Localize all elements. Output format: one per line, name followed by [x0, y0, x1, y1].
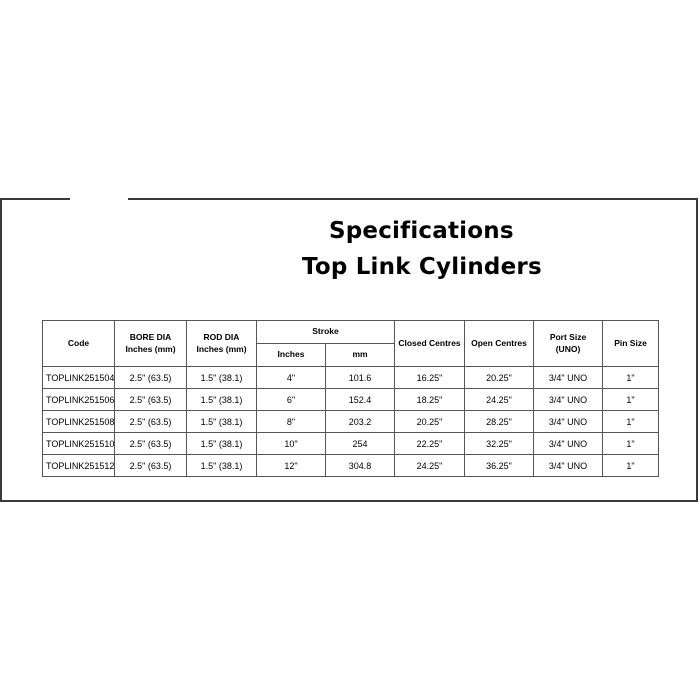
cell-stroke-mm: 152.4	[326, 389, 395, 411]
cell-stroke-inches: 10"	[257, 433, 326, 455]
cell-closed: 20.25"	[395, 411, 465, 433]
cell-bore: 2.5" (63.5)	[115, 411, 187, 433]
header-closed-centres: Closed Centres	[395, 321, 465, 367]
header-stroke-inches: Inches	[257, 344, 326, 367]
cell-rod: 1.5" (38.1)	[187, 455, 257, 477]
cell-code: TOPLINK251512	[43, 455, 115, 477]
cell-pin: 1"	[603, 455, 659, 477]
table-row	[43, 389, 659, 411]
cell-stroke-inches: 6"	[257, 389, 326, 411]
header-bore-dia	[115, 321, 187, 367]
cell-bore: 2.5" (63.5)	[115, 433, 187, 455]
table-row	[43, 455, 659, 477]
cell-rod: 1.5" (38.1)	[187, 411, 257, 433]
cell-code: TOPLINK251506	[43, 389, 115, 411]
cell-code: TOPLINK251508	[43, 411, 115, 433]
cell-code: TOPLINK251504	[43, 367, 115, 389]
cell-rod: 1.5" (38.1)	[187, 367, 257, 389]
cell-code: TOPLINK251510	[43, 433, 115, 455]
title-specifications: Specifications	[329, 218, 514, 244]
header-port-size	[534, 321, 603, 367]
header-pin-size: Pin Size	[603, 321, 659, 367]
cell-pin: 1"	[603, 389, 659, 411]
cell-closed: 18.25"	[395, 389, 465, 411]
cell-open: 36.25"	[465, 455, 534, 477]
cell-open: 28.25"	[465, 411, 534, 433]
header-rod-line1: ROD DIA	[203, 332, 240, 343]
header-stroke-mm: mm	[326, 344, 395, 367]
cell-port: 3/4" UNO	[534, 389, 603, 411]
cell-stroke-inches: 8"	[257, 411, 326, 433]
cell-stroke-mm: 254	[326, 433, 395, 455]
header-stroke: Stroke	[257, 321, 395, 344]
cell-pin: 1"	[603, 411, 659, 433]
cell-rod: 1.5" (38.1)	[187, 389, 257, 411]
cell-port: 3/4" UNO	[534, 455, 603, 477]
cell-stroke-mm: 101.6	[326, 367, 395, 389]
cell-open: 32.25"	[465, 433, 534, 455]
cell-closed: 24.25"	[395, 455, 465, 477]
cell-bore: 2.5" (63.5)	[115, 389, 187, 411]
cell-closed: 16.25"	[395, 367, 465, 389]
table-row	[43, 367, 659, 389]
cell-closed: 22.25"	[395, 433, 465, 455]
cell-port: 3/4" UNO	[534, 411, 603, 433]
cell-open: 24.25"	[465, 389, 534, 411]
title-top-link-cylinders: Top Link Cylinders	[302, 254, 542, 280]
header-open-centres: Open Centres	[465, 321, 534, 367]
table-row	[43, 433, 659, 455]
cell-bore: 2.5" (63.5)	[115, 455, 187, 477]
cell-stroke-inches: 12"	[257, 455, 326, 477]
cell-bore: 2.5" (63.5)	[115, 367, 187, 389]
spec-table	[42, 320, 659, 477]
cell-port: 3/4" UNO	[534, 367, 603, 389]
header-bore-line2: Inches (mm)	[125, 343, 176, 354]
cell-stroke-inches: 4"	[257, 367, 326, 389]
header-row-1	[43, 321, 659, 344]
cell-rod: 1.5" (38.1)	[187, 433, 257, 455]
cell-stroke-mm: 304.8	[326, 455, 395, 477]
table-row	[43, 411, 659, 433]
header-rod-dia	[187, 321, 257, 367]
header-bore-line1: BORE DIA	[129, 332, 172, 343]
cell-stroke-mm: 203.2	[326, 411, 395, 433]
header-port-line2: (UNO)	[555, 343, 581, 354]
header-port-line1: Port Size	[549, 332, 587, 343]
cell-open: 20.25"	[465, 367, 534, 389]
frame-gap	[70, 196, 128, 200]
cell-pin: 1"	[603, 367, 659, 389]
cell-port: 3/4" UNO	[534, 433, 603, 455]
cell-pin: 1"	[603, 433, 659, 455]
header-code: Code	[43, 321, 115, 367]
header-rod-line2: Inches (mm)	[196, 343, 247, 354]
